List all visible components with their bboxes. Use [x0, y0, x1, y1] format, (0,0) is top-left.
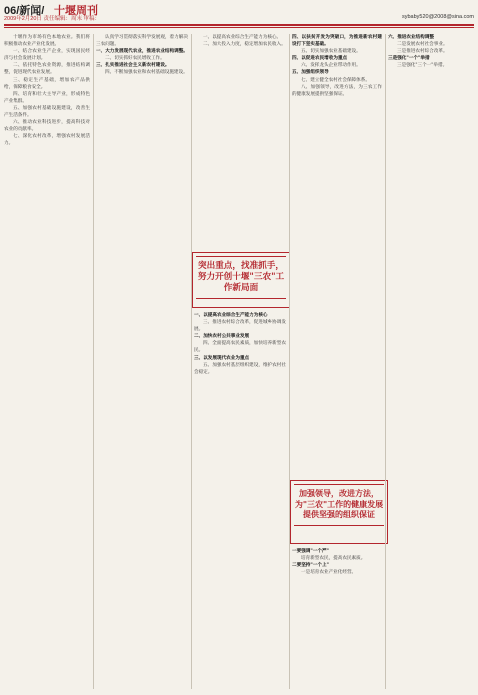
article-column-3-top — [194, 34, 286, 248]
paragraph: 二是发展农村社会事业。 — [397, 42, 448, 48]
paragraph: 一、以提高农业综合生产能力为核心。 — [203, 35, 282, 40]
article-column-5 — [388, 34, 474, 689]
paragraph: 培育新型农民，提高农民素质。 — [301, 556, 366, 562]
subheading: 三、扎实推进社会主义新农村建设。 — [96, 63, 170, 69]
paragraph: 八、加强领导，改进方法，为三农工作的健康发展提供坚强保证。 — [292, 84, 382, 97]
paragraph: 三、推进农村综合改革，促进城乡协调发展。 — [194, 320, 286, 333]
page-header — [0, 0, 478, 26]
paragraph: 六、推动农业科技进步，提高科技对农业的贡献率。 — [4, 120, 90, 133]
subheading: 一要强调"一个严" — [292, 549, 329, 554]
headline-1: 突出重点，找准抓手，努力开创十堰"三农"工作新局面 — [197, 261, 285, 294]
subheading: 四、以促进农民增收为重点 — [292, 56, 348, 62]
paragraph: 四、全面提高农民素质，加快培养新型农民。 — [194, 341, 286, 354]
header-rule-thin — [4, 27, 474, 28]
paragraph: 二、切实抓好农民增收工作。 — [105, 56, 165, 62]
paragraph: 三、稳定生产基础，增加农产品供给，保障粮食安全。 — [4, 77, 90, 90]
header-rule — [4, 24, 474, 26]
paragraph: 五、加强农村基层组织建设，维护农村社会稳定。 — [194, 362, 286, 375]
headline-rule — [294, 525, 384, 526]
paragraph: 六、发挥龙头企业带动作用。 — [301, 63, 361, 69]
paragraph: 十堰作为市场有色本地农业。我们将积极推动农业产业化发展。 — [4, 35, 90, 48]
subheading: 三是强化"一个"举措 — [388, 56, 430, 62]
paragraph: 四、培育和壮大主导产业，形成特色产业集群。 — [4, 91, 90, 104]
paragraph: 五、加强农村基础设施建设，改善生产生活条件。 — [4, 105, 90, 119]
subheading: 二、加快农村公共事业发展 — [194, 334, 250, 340]
headline-box-2 — [290, 480, 388, 544]
subheading: 六、推进农业结构调整 — [388, 35, 434, 40]
article-column-2 — [96, 34, 188, 689]
paragraph: 二、加大投入力度，稳定增加农民收入。 — [203, 42, 286, 48]
subheading: 一、以提高农业综合生产能力为核心 — [194, 313, 268, 318]
article-column-4 — [292, 34, 382, 476]
paragraph: 三是推进农村综合改革。 — [397, 49, 448, 55]
subheading: 三、以发展现代农业为重点 — [194, 355, 250, 361]
paragraph: 四、不断加强农业和农村基础设施建设。 — [105, 70, 188, 76]
paragraph: 七、建立健全农村社会保障体系。 — [301, 77, 370, 83]
subheading: 四、以扶贫开发为突破口，为推进新农村建设打下坚实基础。 — [292, 35, 382, 48]
paragraph: 一、结合农业生产企业，实现国民经济与社会发展计划。 — [4, 49, 90, 62]
headline-rule — [196, 298, 286, 299]
article-column-1 — [4, 34, 90, 689]
headline-box-1 — [192, 252, 290, 308]
subheading: 一、大力发展现代农业，推进农业结构调整。 — [96, 49, 188, 55]
paragraph: 一是培育农业产业化经营。 — [301, 570, 357, 576]
paragraph: 认真学习贯彻落实科学发展观，着力解决三农问题。 — [96, 35, 188, 48]
paragraph: 三是强化"三个一"举措。 — [397, 63, 448, 69]
article-column-4-bottom — [292, 548, 382, 689]
subheading: 五、加强组织领导 — [292, 70, 329, 76]
headline-2: 加强领导，改进方法，为"三农"工作的健康发展提供坚强的组织保证 — [294, 489, 384, 520]
article-column-3-bottom — [194, 312, 286, 689]
paragraph: 二、依托特色农业资源，推进结构调整，促进现代农业发展。 — [4, 63, 90, 76]
editor-email[interactable]: sybaby520@2008@sina.com — [401, 14, 474, 20]
subheading: 二要坚持"一个上" — [292, 563, 329, 569]
page-number: 06/新闻/ — [4, 5, 45, 17]
section-title: 十堰周刊 — [54, 5, 98, 17]
paragraph: 五、切实加强农业基础建设。 — [301, 49, 361, 55]
edition-meta: 2009年2月20日 责任编辑：周末 审稿： — [4, 16, 100, 22]
paragraph: 七、深化农村改革，增强农村发展活力。 — [4, 134, 90, 147]
